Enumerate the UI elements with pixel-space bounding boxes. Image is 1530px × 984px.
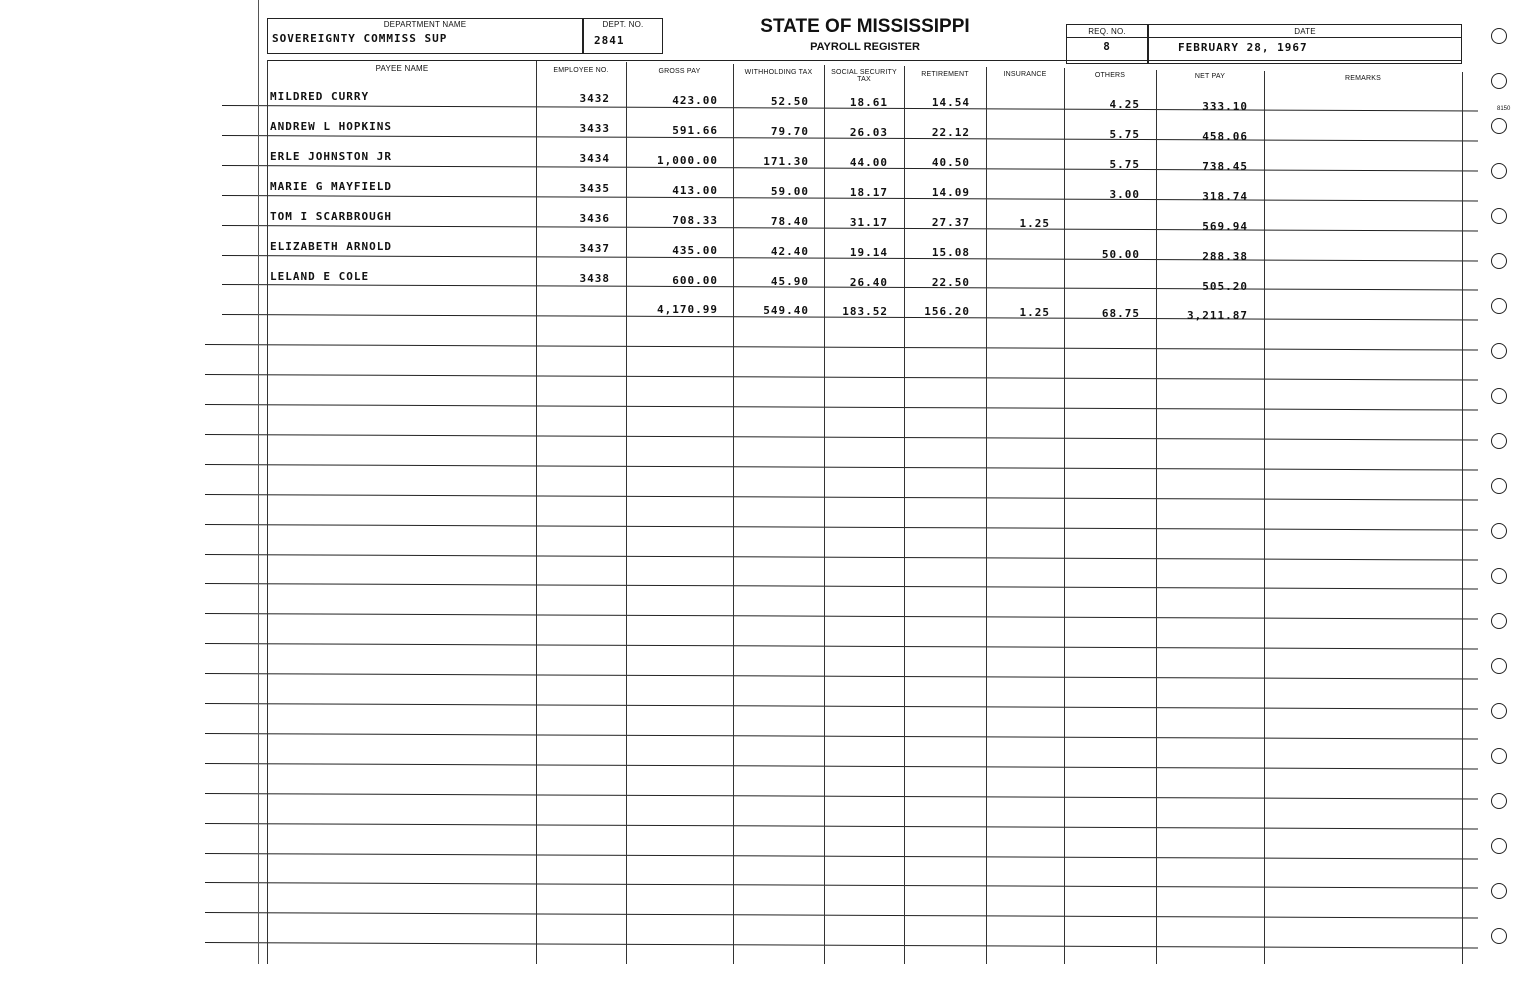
tractor-feed-hole <box>1491 838 1507 854</box>
total-withholding-tax: 549.40 <box>763 304 809 317</box>
net-pay: 738.45 <box>1202 160 1248 173</box>
payee-name: ELIZABETH ARNOLD <box>270 240 392 253</box>
social-security-tax: 18.17 <box>849 186 888 199</box>
tractor-feed-hole <box>1491 703 1507 719</box>
net-pay: 288.38 <box>1202 250 1248 263</box>
column-rule <box>1264 71 1265 964</box>
gross-pay: 708.33 <box>672 214 718 227</box>
col-header-withholding-tax: WITHHOLDING TAX <box>744 69 813 76</box>
payee-name: ANDREW L HOPKINS <box>270 120 392 133</box>
ruled-line <box>205 673 1478 680</box>
tractor-feed-hole <box>1491 748 1507 764</box>
tractor-feed-hole <box>1491 613 1507 629</box>
insurance: 1.25 <box>1019 217 1050 230</box>
column-rule <box>986 67 987 964</box>
department-name-value: SOVEREIGNTY COMMISS SUP <box>272 32 448 45</box>
gross-pay: 1,000.00 <box>657 154 718 167</box>
withholding-tax: 45.90 <box>770 275 809 288</box>
date-value: FEBRUARY 28, 1967 <box>1178 41 1308 54</box>
payee-name: MILDRED CURRY <box>270 90 370 103</box>
column-rule <box>536 61 537 964</box>
tractor-feed-hole <box>1491 478 1507 494</box>
gross-pay: 413.00 <box>672 184 718 197</box>
tractor-feed-hole <box>1491 568 1507 584</box>
payee-name: MARIE G MAYFIELD <box>270 180 392 193</box>
ruled-line <box>205 942 1478 949</box>
total-gross-pay: 4,170.99 <box>657 303 718 316</box>
ruled-line <box>205 643 1478 650</box>
date-divider <box>1148 37 1462 38</box>
retirement: 22.50 <box>931 276 970 289</box>
ruled-line <box>205 912 1478 919</box>
retirement: 14.54 <box>931 96 970 109</box>
retirement: 15.08 <box>931 246 970 259</box>
total-others: 68.75 <box>1101 307 1140 320</box>
social-security-tax: 44.00 <box>849 156 888 169</box>
ruled-line <box>205 374 1478 381</box>
employee-no: 3435 <box>579 182 610 195</box>
req-no-label: REQ. NO. <box>1088 27 1126 36</box>
gross-pay: 591.66 <box>672 124 718 137</box>
social-security-tax: 26.03 <box>849 126 888 139</box>
ruled-line <box>205 464 1478 471</box>
retirement: 40.50 <box>931 156 970 169</box>
table-top-rule <box>267 60 1462 61</box>
ruled-line <box>205 404 1478 411</box>
net-pay: 505.20 <box>1202 280 1248 293</box>
column-rule <box>1064 68 1065 964</box>
column-rule <box>1462 72 1463 964</box>
col-header-social-security-tax: SOCIAL SECURITY TAX <box>831 69 897 83</box>
col-header-employee-no: EMPLOYEE NO. <box>553 67 609 74</box>
ruled-line <box>205 853 1478 860</box>
ruled-line <box>205 554 1478 561</box>
withholding-tax: 42.40 <box>770 245 809 258</box>
tractor-feed-hole <box>1491 298 1507 314</box>
tractor-feed-hole <box>1491 208 1507 224</box>
employee-no: 3433 <box>579 122 610 135</box>
column-rule <box>626 62 627 964</box>
ruled-line <box>205 703 1478 710</box>
col-header-others: OTHERS <box>1094 72 1126 79</box>
column-rule <box>1156 70 1157 964</box>
req-no-divider <box>1066 37 1148 38</box>
ruled-line <box>205 434 1478 441</box>
col-header-retirement: RETIREMENT <box>921 71 969 78</box>
gross-pay: 435.00 <box>672 244 718 257</box>
withholding-tax: 52.50 <box>770 95 809 108</box>
net-pay: 569.94 <box>1202 220 1248 233</box>
employee-no: 3438 <box>579 272 610 285</box>
dept-no-label: DEPT. NO. <box>602 20 644 29</box>
others: 4.25 <box>1109 98 1140 111</box>
department-name-label: DEPARTMENT NAME <box>383 20 467 29</box>
ruled-line <box>205 524 1478 531</box>
payee-name: ERLE JOHNSTON JR <box>270 150 392 163</box>
ruled-line <box>205 494 1478 501</box>
col-header-insurance: INSURANCE <box>1003 71 1047 78</box>
ruled-line <box>205 823 1478 830</box>
column-rule <box>267 60 268 964</box>
social-security-tax: 26.40 <box>849 276 888 289</box>
col-header-gross-pay: GROSS PAY <box>658 68 701 75</box>
payee-name: TOM I SCARBROUGH <box>270 210 392 223</box>
retirement: 27.37 <box>931 216 970 229</box>
employee-no: 3434 <box>579 152 610 165</box>
col-header-payee-name: PAYEE NAME <box>375 64 429 73</box>
column-rule <box>733 64 734 964</box>
col-header-remarks: REMARKS <box>1344 75 1382 82</box>
total-retirement: 156.20 <box>924 305 970 318</box>
social-security-tax: 31.17 <box>849 216 888 229</box>
gross-pay: 423.00 <box>672 94 718 107</box>
others: 5.75 <box>1109 158 1140 171</box>
tractor-feed-hole <box>1491 658 1507 674</box>
gross-pay: 600.00 <box>672 274 718 287</box>
tractor-feed-hole <box>1491 433 1507 449</box>
side-mark: 8150 <box>1497 106 1511 112</box>
ruled-line <box>205 344 1478 351</box>
ruled-line <box>205 733 1478 740</box>
net-pay: 333.10 <box>1202 100 1248 113</box>
net-pay: 458.06 <box>1202 130 1248 143</box>
employee-no: 3432 <box>579 92 610 105</box>
column-rule <box>824 65 825 964</box>
ruled-line <box>205 583 1478 590</box>
others: 5.75 <box>1109 128 1140 141</box>
employee-no: 3437 <box>579 242 610 255</box>
tractor-feed-hole <box>1491 388 1507 404</box>
column-rule <box>904 66 905 964</box>
tractor-feed-hole <box>1491 28 1507 44</box>
withholding-tax: 78.40 <box>770 215 809 228</box>
tractor-feed-hole <box>1491 928 1507 944</box>
ruled-line <box>205 613 1478 620</box>
tractor-feed-hole <box>1491 163 1507 179</box>
social-security-tax: 18.61 <box>849 96 888 109</box>
col-header-net-pay: NET PAY <box>1194 73 1226 80</box>
ruled-line <box>205 793 1478 800</box>
ruled-line <box>205 763 1478 770</box>
total-insurance: 1.25 <box>1019 306 1050 319</box>
state-title: STATE OF MISSISSIPPI <box>760 16 970 37</box>
total-social-security-tax: 183.52 <box>842 305 888 318</box>
tractor-feed-hole <box>1491 523 1507 539</box>
req-no-value: 8 <box>1103 40 1111 53</box>
retirement: 22.12 <box>931 126 970 139</box>
ruled-line <box>205 882 1478 889</box>
tractor-feed-hole <box>1491 118 1507 134</box>
retirement: 14.09 <box>931 186 970 199</box>
payee-name: LELAND E COLE <box>270 270 370 283</box>
total-net-pay: 3,211.87 <box>1187 309 1248 322</box>
tractor-feed-hole <box>1491 253 1507 269</box>
others: 50.00 <box>1101 248 1140 261</box>
net-pay: 318.74 <box>1202 190 1248 203</box>
dept-no-value: 2841 <box>594 34 625 47</box>
register-title: PAYROLL REGISTER <box>810 41 920 53</box>
employee-no: 3436 <box>579 212 610 225</box>
withholding-tax: 59.00 <box>770 185 809 198</box>
tractor-feed-hole <box>1491 883 1507 899</box>
social-security-tax: 19.14 <box>849 246 888 259</box>
others: 3.00 <box>1109 188 1140 201</box>
page-margin-rule <box>258 0 259 964</box>
date-label: DATE <box>1294 27 1316 36</box>
tractor-feed-hole <box>1491 343 1507 359</box>
withholding-tax: 79.70 <box>770 125 809 138</box>
withholding-tax: 171.30 <box>763 155 809 168</box>
tractor-feed-hole <box>1491 73 1507 89</box>
tractor-feed-hole <box>1491 793 1507 809</box>
